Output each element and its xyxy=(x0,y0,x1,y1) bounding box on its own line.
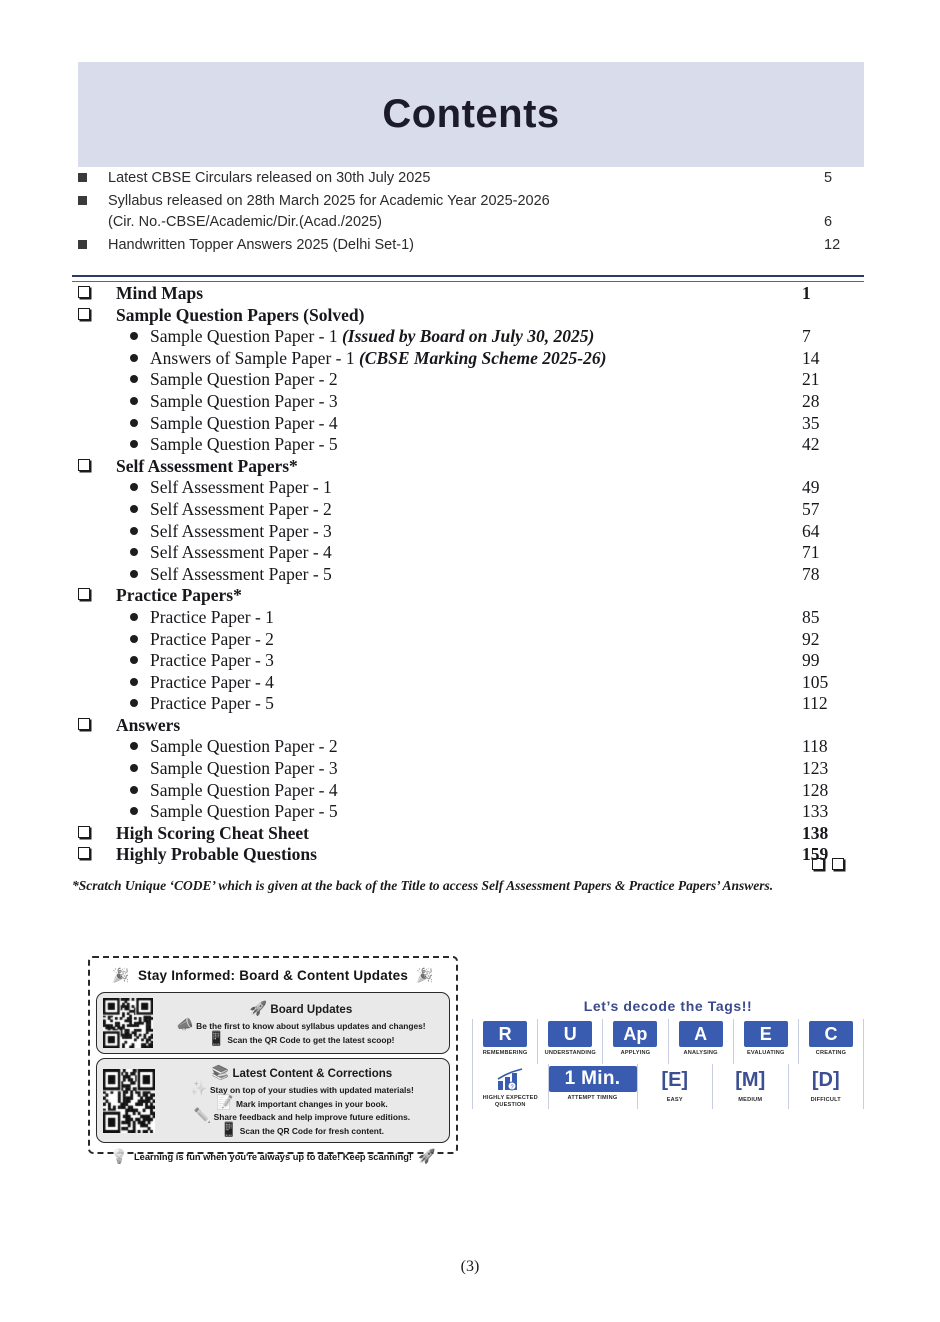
dot-bullet-icon xyxy=(130,527,138,535)
toc-row[interactable] xyxy=(72,391,864,413)
toc-label: Self Assessment Paper - 5 xyxy=(150,563,332,584)
toc-label: Sample Question Paper - 2 xyxy=(150,369,338,390)
toc-bullet xyxy=(72,456,116,477)
toc-row[interactable] xyxy=(72,283,864,305)
toc-bullet xyxy=(72,672,150,693)
dot-bullet-icon xyxy=(130,742,138,750)
tags-legend xyxy=(472,998,864,1116)
end-square-icon xyxy=(812,858,824,870)
dot-bullet-icon xyxy=(130,786,138,794)
pencil-icon: ✏️ xyxy=(193,1107,212,1123)
latest-content-line: 📝 Mark important changes in your book. xyxy=(216,1093,388,1110)
toc-bullet xyxy=(72,801,150,822)
toc-page-number: 64 xyxy=(802,520,820,541)
toc-row[interactable] xyxy=(72,650,864,672)
toc-bullet xyxy=(72,629,150,650)
toc-row[interactable] xyxy=(72,780,864,802)
tag-symbol: [M] xyxy=(735,1069,766,1091)
toc-bullet xyxy=(72,369,150,390)
toc-row[interactable] xyxy=(72,736,864,758)
top-circulars-list xyxy=(78,168,864,258)
toc-bullet xyxy=(72,521,150,542)
tag-symbol: [E] xyxy=(661,1069,689,1091)
tag-caption: MEDIUM xyxy=(738,1097,763,1103)
toc-row[interactable] xyxy=(72,844,864,866)
toc-bullet xyxy=(72,715,116,736)
tag-symbol: 1 Min. xyxy=(549,1066,637,1092)
dot-bullet-icon xyxy=(130,354,138,362)
tag-cell xyxy=(472,1019,538,1064)
dot-bullet-icon xyxy=(130,678,138,686)
dot-bullet-icon xyxy=(130,699,138,707)
toc-label: Self Assessment Paper - 4 xyxy=(150,542,332,563)
memo-icon: 📝 xyxy=(216,1093,234,1110)
toc-label-note: (Issued by Board on July 30, 2025) xyxy=(341,326,595,347)
toc-label: Practice Paper - 5 xyxy=(150,693,274,714)
toc-row[interactable] xyxy=(72,369,864,391)
latest-content-line: ✏️ Share feedback and help improve future editions. xyxy=(193,1107,411,1123)
toc-page-number: 42 xyxy=(802,434,820,455)
sparkles-icon: ✨ xyxy=(190,1080,208,1096)
toc-label: Practice Papers* xyxy=(116,585,242,606)
toc-page-number: 35 xyxy=(802,412,820,433)
toc-page-number: 99 xyxy=(802,650,820,671)
hollow-square-bullet-icon xyxy=(78,847,90,859)
hollow-square-bullet-icon xyxy=(78,459,90,471)
page-title: Contents xyxy=(382,92,560,136)
toc-bullet xyxy=(72,758,150,779)
toc-page-number: 105 xyxy=(802,671,829,692)
rocket-icon: 🚀 xyxy=(418,1148,436,1164)
stay-informed-title-text: Stay Informed: Board & Content Updates xyxy=(137,968,409,983)
tag-caption: HIGHLY EXPECTED QUESTION xyxy=(482,1095,538,1108)
toc-label: Practice Paper - 1 xyxy=(150,606,274,627)
party-popper-icon: 🎉 xyxy=(112,967,130,983)
tag-caption: ANALYSING xyxy=(683,1050,718,1056)
latest-content-heading xyxy=(161,1064,443,1081)
mobile-icon: 📱 xyxy=(219,1120,238,1137)
toc-row[interactable] xyxy=(72,758,864,780)
dot-bullet-icon xyxy=(130,764,138,772)
tag-symbol: [D] xyxy=(811,1069,840,1091)
toc-page-number: 28 xyxy=(802,390,820,411)
latest-content-heading-text: Latest Content & Corrections xyxy=(232,1068,393,1080)
toc-page-number: 21 xyxy=(802,369,820,390)
toc-page-number: 57 xyxy=(802,498,820,519)
toc-row[interactable] xyxy=(72,585,864,607)
toc-label-note: (CBSE Marking Scheme 2025-26) xyxy=(358,347,607,368)
toc-page-number: 123 xyxy=(802,758,829,779)
mobile-icon: 📱 xyxy=(207,1029,226,1046)
toc-page-number: 138 xyxy=(802,822,829,843)
toc-label: Answers xyxy=(116,714,181,735)
dot-bullet-icon xyxy=(130,635,138,643)
tags-row-bloom xyxy=(472,1019,864,1064)
party-popper-icon: 🎉 xyxy=(416,967,434,983)
toc-page-number: 14 xyxy=(802,347,820,368)
stay-informed-footer xyxy=(96,1148,450,1165)
toc-label: Practice Paper - 3 xyxy=(150,650,274,671)
bar-chart-icon xyxy=(495,1066,525,1092)
tag-symbol: R xyxy=(483,1021,527,1047)
svg-text:?: ? xyxy=(510,1085,514,1091)
tag-cell xyxy=(789,1064,865,1109)
toc-label: Sample Question Paper - 4 xyxy=(150,779,338,800)
toc-bullet xyxy=(72,564,150,585)
stay-informed-footer-text: Learning is fun when you're always up to date! Keep scanning! xyxy=(133,1151,413,1162)
dot-bullet-icon xyxy=(130,483,138,491)
tag-symbol: Ap xyxy=(613,1021,657,1047)
toc-row[interactable] xyxy=(72,801,864,823)
toc-row[interactable] xyxy=(72,715,864,737)
toc-bullet xyxy=(72,585,116,606)
latest-content-line: 📱 Scan the QR Code for fresh content. xyxy=(219,1120,385,1137)
toc-label: Sample Question Paper - 3 xyxy=(150,390,338,411)
toc-bullet xyxy=(72,780,150,801)
toc-row[interactable] xyxy=(72,542,864,564)
hollow-square-bullet-icon xyxy=(78,588,90,600)
toc-bullet xyxy=(72,844,116,865)
dot-bullet-icon xyxy=(130,613,138,621)
top-list-item-page: 5 xyxy=(824,170,833,186)
dot-bullet-icon xyxy=(130,397,138,405)
latest-content-line: ✨ Stay on top of your studies with updated materials! xyxy=(190,1080,414,1096)
lightbulb-icon: 💡 xyxy=(110,1148,128,1164)
toc-row[interactable] xyxy=(72,521,864,543)
toc-row[interactable] xyxy=(72,672,864,694)
toc-label: Sample Question Paper - 3 xyxy=(150,758,338,779)
top-list-item-label: Handwritten Topper Answers 2025 (Delhi Set-1) xyxy=(108,237,415,253)
toc-label: Sample Question Paper - 1 (Issued by Board on July 30, 2025) xyxy=(150,326,595,347)
tag-cell xyxy=(638,1064,714,1109)
dot-bullet-icon xyxy=(130,807,138,815)
page-number: (3) xyxy=(460,1258,480,1275)
top-list-item-page: 6 xyxy=(824,214,833,230)
top-list-item xyxy=(78,168,864,189)
hollow-square-bullet-icon xyxy=(78,286,90,298)
dot-bullet-icon xyxy=(130,570,138,578)
board-updates-heading-text: Board Updates xyxy=(270,1004,353,1016)
tag-cell xyxy=(734,1019,799,1064)
toc-page-number: 118 xyxy=(802,736,828,757)
toc-bullet xyxy=(72,823,116,844)
dot-bullet-icon xyxy=(130,656,138,664)
books-icon: 📚 xyxy=(211,1064,230,1080)
toc-page-number: 112 xyxy=(802,693,828,714)
tag-cell xyxy=(538,1019,603,1064)
tag-symbol: C xyxy=(809,1021,853,1047)
toc-row[interactable] xyxy=(72,499,864,521)
table-of-contents xyxy=(72,283,864,866)
toc-label: Self Assessment Paper - 3 xyxy=(150,520,332,541)
tag-caption: ATTEMPT TIMING xyxy=(567,1095,618,1101)
latest-content-body xyxy=(161,1064,443,1137)
hollow-square-bullet-icon xyxy=(78,308,90,320)
toc-label: Sample Question Paper - 2 xyxy=(150,736,338,757)
toc-bullet xyxy=(72,413,150,434)
tag-caption: REMEMBERING xyxy=(482,1050,528,1056)
toc-label: Sample Question Paper - 4 xyxy=(150,412,338,433)
page-header-band xyxy=(78,62,864,167)
section-divider xyxy=(72,275,864,282)
toc-bullet xyxy=(72,391,150,412)
toc-bullet xyxy=(72,607,150,628)
toc-page-number: 133 xyxy=(802,801,829,822)
toc-label: Self Assessment Paper - 2 xyxy=(150,498,332,519)
tag-cell xyxy=(799,1019,864,1064)
toc-page-number: 7 xyxy=(802,326,811,347)
toc-label: Sample Question Papers (Solved) xyxy=(116,304,365,325)
toc-row[interactable] xyxy=(72,564,864,586)
board-updates-line: 📣 Be the first to know about syllabus updates and changes! xyxy=(176,1016,426,1032)
rocket-icon: 🚀 xyxy=(249,1000,268,1016)
hollow-square-bullet-icon xyxy=(78,826,90,838)
toc-bullet xyxy=(72,693,150,714)
toc-page-number: 159 xyxy=(802,844,829,865)
square-bullet-icon xyxy=(78,196,87,205)
latest-content-panel xyxy=(96,1058,450,1143)
tag-caption: UNDERSTANDING xyxy=(544,1050,596,1056)
board-updates-heading xyxy=(159,1000,443,1017)
square-bullet-icon xyxy=(78,173,87,182)
top-list-item-page: 12 xyxy=(824,237,841,253)
board-updates-line: 📱 Scan the QR Code to get the latest scoop! xyxy=(207,1029,395,1046)
toc-label: Sample Question Paper - 5 xyxy=(150,434,338,455)
toc-row[interactable] xyxy=(72,823,864,845)
tag-cell xyxy=(603,1019,668,1064)
toc-label: Self Assessment Paper - 1 xyxy=(150,477,332,498)
dot-bullet-icon xyxy=(130,505,138,513)
toc-row[interactable] xyxy=(72,305,864,327)
end-square-icon xyxy=(832,858,844,870)
toc-row[interactable] xyxy=(72,629,864,651)
toc-bullet xyxy=(72,499,150,520)
toc-label: Answers of Sample Paper - 1 (CBSE Marking Scheme 2025-26) xyxy=(150,347,607,368)
dot-bullet-icon xyxy=(130,548,138,556)
dot-bullet-icon xyxy=(130,375,138,383)
square-bullet-icon xyxy=(78,240,87,249)
tags-row-meta xyxy=(472,1064,864,1109)
toc-row[interactable] xyxy=(72,326,864,348)
tag-cell xyxy=(669,1019,734,1064)
toc-bullet xyxy=(72,542,150,563)
toc-bullet xyxy=(72,283,116,304)
toc-label: Practice Paper - 2 xyxy=(150,628,274,649)
toc-label: Sample Question Paper - 5 xyxy=(150,801,338,822)
toc-row[interactable] xyxy=(72,456,864,478)
tags-legend-title: Let’s decode the Tags!! xyxy=(583,998,753,1014)
toc-page-number: 92 xyxy=(802,628,820,649)
tag-cell xyxy=(549,1064,638,1109)
toc-bullet xyxy=(72,348,150,369)
tag-symbol: U xyxy=(548,1021,592,1047)
tag-caption: EVALUATING xyxy=(747,1050,785,1056)
toc-label: Practice Paper - 4 xyxy=(150,671,274,692)
tag-symbol: A xyxy=(679,1021,723,1047)
board-updates-panel xyxy=(96,992,450,1054)
tag-caption: APPLYING xyxy=(620,1050,651,1056)
tag-cell xyxy=(472,1064,549,1109)
tag-caption: EASY xyxy=(666,1097,683,1103)
toc-row[interactable] xyxy=(72,477,864,499)
toc-page-number: 71 xyxy=(802,542,820,563)
toc-page-number: 85 xyxy=(802,606,820,627)
dot-bullet-icon xyxy=(130,440,138,448)
toc-page-number: 78 xyxy=(802,563,820,584)
tag-caption: CREATING xyxy=(815,1050,847,1056)
toc-label: High Scoring Cheat Sheet xyxy=(116,822,309,843)
section-end-marker xyxy=(812,858,852,874)
hollow-square-bullet-icon xyxy=(78,718,90,730)
tag-cell xyxy=(713,1064,789,1109)
top-list-item-label: Latest CBSE Circulars released on 30th July 2025 xyxy=(108,170,431,186)
dot-bullet-icon xyxy=(130,332,138,340)
top-list-item-label: Syllabus released on 28th March 2025 for Academic Year 2025-2026 (Cir. No.-CBSE/Academic/Dir.(Acad./2025) xyxy=(108,193,550,230)
tag-caption: DIFFICULT xyxy=(810,1097,841,1103)
toc-bullet xyxy=(72,434,150,455)
toc-label: Highly Probable Questions xyxy=(116,844,317,865)
toc-row[interactable] xyxy=(72,607,864,629)
toc-row[interactable] xyxy=(72,693,864,715)
qr-code-latest-content[interactable] xyxy=(103,1069,155,1133)
toc-row[interactable] xyxy=(72,434,864,456)
megaphone-icon: 📣 xyxy=(176,1016,194,1032)
toc-page-number: 1 xyxy=(802,283,811,303)
stay-informed-title xyxy=(96,963,450,988)
toc-label: Self Assessment Papers* xyxy=(116,455,298,476)
toc-bullet xyxy=(72,305,116,326)
toc-bullet xyxy=(72,326,150,347)
toc-row[interactable] xyxy=(72,413,864,435)
toc-bullet xyxy=(72,736,150,757)
toc-page-number: 128 xyxy=(802,779,829,800)
toc-page-number: 49 xyxy=(802,477,820,498)
tag-symbol: E xyxy=(744,1021,788,1047)
qr-code-board-updates[interactable] xyxy=(103,998,153,1048)
top-list-item xyxy=(78,235,864,256)
toc-bullet xyxy=(72,650,150,671)
toc-row[interactable] xyxy=(72,348,864,370)
dot-bullet-icon xyxy=(130,419,138,427)
stay-informed-box xyxy=(88,956,458,1164)
top-list-item xyxy=(78,191,864,233)
toc-label: Mind Maps xyxy=(116,283,204,303)
toc-bullet xyxy=(72,477,150,498)
board-updates-body xyxy=(159,1000,443,1046)
footnote: *Scratch Unique ‘CODE’ which is given at the back of the Title to access Self Assessment Papers & Practice Papers’ Answers. xyxy=(72,878,774,893)
